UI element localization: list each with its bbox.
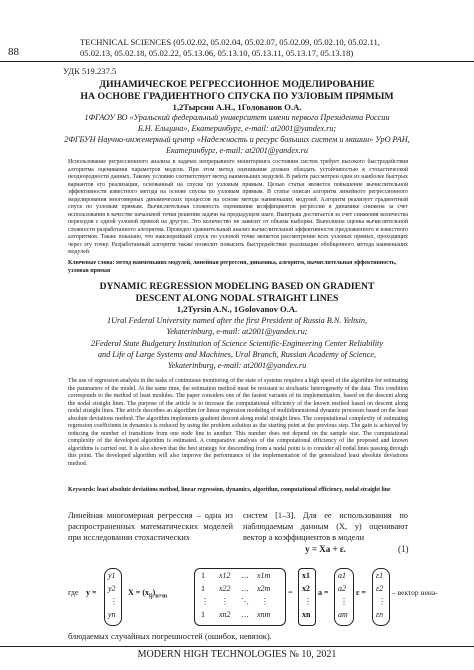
footer-divider	[0, 646, 474, 647]
eps-entry: ⋮	[378, 597, 386, 606]
a-entry: ⋮	[340, 597, 348, 606]
eps-vector-bracket	[372, 568, 390, 626]
body-left-column: Линейная многомерная регрессия – одна из распространенных математических моделей при исследовании стохастических	[68, 511, 233, 542]
en-authors: 1,2Tyrsin A.N., 1Golovanov O.A.	[176, 304, 298, 314]
x-cell: …	[241, 610, 249, 619]
a-entry: am	[338, 610, 348, 619]
ru-authors: 1,2Тырсин А.Н., 1Голованов О.А.	[172, 102, 302, 112]
en-affiliation: and Life of Large Systems and Machines, Ural Branch, Russian Academy of Science,	[97, 350, 377, 359]
en-affiliation: Yekaterinburg, e-mail: at2001@yandex.ru;	[166, 327, 308, 336]
x-cell: …	[241, 571, 249, 580]
equation-number: (1)	[398, 544, 409, 554]
ru-affiliation: 1ФГАОУ ВО «Уральский федеральный университет имени первого Президента России	[84, 113, 390, 122]
ru-keywords: Ключевые слова: метод наименьших модулей, линейная регрессия, динамика, алгоритм, вычислительная эффективность, узловая прямая	[68, 260, 397, 274]
eps-label: ε =	[356, 588, 366, 597]
page-number: 88	[8, 46, 19, 58]
y-entry: ⋮	[110, 597, 118, 606]
eps-entry: ε1	[376, 571, 384, 580]
a-entry: a2	[338, 584, 346, 593]
x-cell: xn2	[219, 610, 231, 619]
after-matrix-text: блюдаемых случайных погрешностей (ошибок, невязок).	[68, 632, 272, 641]
udk-code: УДК 519.237.5	[63, 66, 117, 76]
en-affiliation: 2Federal State Budgetary Institution of Science Scientific-Engineering Center Reliability	[91, 339, 383, 348]
x-cell: 1	[201, 610, 205, 619]
x-equals: =	[288, 588, 293, 597]
x-cell: x1m	[257, 571, 271, 580]
x-label: $X = (x_{ij})_{n\times m}$	[128, 588, 168, 600]
ru-affiliation: Б.Н. Ельцина», Екатеринбург, e-mail: at2001@yandex.ru;	[137, 124, 337, 133]
en-abstract: The use of regression analysis in the tasks of continuous monitoring of the state of systems requires a high speed of the algorithm for estimating the parameters of the model. At the same time, the estimation method must be resistant to stochastic heterogeneity of the data. This condition corresponds to the method of least modules. The paper considers one of the fastest variants of its implementation, based on the descent along the nodal straight lines. The purpose of the article is to increase the computational efficiency of the known method based on descent along nodal straight lines. The article describes an algorithm for linear regression modeling of multidimensional dynamic processes based on the least absolute deviations method. The algorithm implements gradient descent along nodal straight lines. The computational complexity of estimating regression coefficients in dynamics is reduced by using the problem solution as the starting point at the previous step. The gain is achieved by reducing the number of transitions from one node line to another. This number does not depend on the sample size. The computational complexity of the developed algorithm is estimated. A comparative analysis of the computational efficiency of the proposed and known algorithms is carried out. It is also shown that the best strategy for descending from a nodal point is to consider all nodal lines passing through this point. The developed algorithm will also improve the performance of the implementation of the generalized least absolute deviations method.	[68, 378, 408, 467]
tail-text: – вектор нена-	[392, 588, 438, 597]
body-right-column: систем [1–3]. Для ее использования по наблюдаемым данным (X, y) оценивают вектор a коэффициентов в модели	[243, 511, 408, 542]
x-cell: …	[241, 584, 249, 593]
eps-entry: εn	[376, 610, 384, 619]
journal-footer: MODERN HIGH TECHNOLOGIES № 10, 2021	[137, 649, 337, 660]
xvec-entry: xn	[302, 610, 311, 619]
en-affiliation: Yekaterinburg, e-mail: at2001@yandex.ru	[167, 361, 307, 370]
ru-title: НА ОСНОВЕ ГРАДИЕНТНОГО СПУСКА ПО УЗЛОВЫМ ПРЯМЫМ	[80, 91, 394, 102]
xvec-entry: x2	[302, 584, 310, 593]
en-keywords: Keywords: least absolute deviations method, linear regression, dynamics, algorithm, computational efficiency, nodal straight line	[68, 487, 391, 493]
y-entry: yn	[108, 610, 116, 619]
xvec-bracket	[298, 568, 316, 626]
x-cell: x22	[219, 584, 231, 593]
en-title: DYNAMIC REGRESSION MODELING BASED ON GRADIENT	[99, 281, 375, 292]
en-title: DESCENT ALONG NODAL STRAIGHT LINES	[135, 293, 339, 304]
y-vector-bracket	[104, 568, 122, 626]
x-cell: 1	[201, 584, 205, 593]
x-cell: 1	[201, 571, 205, 580]
ru-affiliation: 2ФГБУН Научно-инженерный центр «Надежность и ресурс больших систем и машин» УрО РАН,	[64, 135, 410, 144]
ru-affiliation: Екатеринбург, e-mail: at2001@yandex.ru	[166, 146, 308, 155]
ru-title: ДИНАМИЧЕСКОЕ РЕГРЕССИОННОЕ МОДЕЛИРОВАНИЕ	[99, 79, 375, 90]
x-cell: x2m	[257, 584, 271, 593]
header-divider	[0, 61, 474, 62]
y-entry: y2	[108, 584, 116, 593]
a-label: a =	[318, 588, 329, 597]
x-cell: xnm	[257, 610, 271, 619]
ru-abstract: Использование регрессионного анализа в задачах непрерывного мониторинга состояния систем требует высокого быстродействия алгоритма оценивания параметров модели. При этом метод оценивания должен обладать устойчивостью к стохастической неоднородности данных. Такому условию соответствует метод наименьших модулей. В работе рассмотрен один из наиболее быстрых вариантов его реализации, основанный на спуске по узловым прямым. Целью статьи является повышение вычислительной эффективности известного метода на основе спуска по узловым прямым. В статье описан алгоритм линейного регрессионного моделирования многомерных динамических процессов на основе метода наименьших модулей. Алгоритм реализует градиентный спуск по узловым прямым. Вычислительная сложность оценивания коэффициентов регрессии в динамике снижена за счет использования в качестве начальной точки решения задачи на предыдущем шаге. Выигрыш достигается за счет снижения количества переходов с одной узловой прямой на другую. Это количество не зависит от объема выборки. Выполнена оценка вычислительной сложности разработанного алгоритма. Проведен сравнительный анализ вычислительной эффективности предложенного и известного алгоритмов. Также показано, что наискорейший спуск по узловой точке является рассмотрение всех узловых прямых, проходящих через эту точку. Разработанный алгоритм также позволит повысить быстродействие реализации обобщенного метода наименьших модулей.	[68, 159, 408, 255]
en-affiliation: 1Ural Federal University named after the first President of Russia B.N. Yeltsin,	[106, 316, 367, 325]
a-vector-bracket	[334, 568, 354, 626]
eps-entry: ε2	[376, 584, 384, 593]
x-cell: x12	[219, 571, 231, 580]
x-matrix-bracket	[194, 568, 286, 626]
journal-header-line: 05.02.13, 05.02.18, 05.02.22, 05.13.06, 05.13.10, 05.13.11, 05.13.17, 05.13.18)	[80, 48, 354, 58]
journal-header-line: TECHNICAL SCIENCES (05.02.02, 05.02.04, 05.02.07, 05.02.09, 05.02.10, 05.02.11,	[80, 37, 380, 47]
x-cell: ⋮	[221, 597, 229, 606]
xvec-entry: ⋮	[304, 597, 312, 606]
x-cell: ⋮	[201, 597, 209, 606]
xvec-entry: x1	[302, 571, 310, 580]
matrix-definitions	[68, 566, 438, 628]
x-cell: ⋮	[261, 597, 269, 606]
a-entry: a1	[338, 571, 346, 580]
where-label: где	[68, 588, 79, 597]
equation-main: y = Xa + ε.	[305, 544, 346, 554]
x-cell: ⋱	[241, 597, 249, 606]
y-entry: y1	[108, 571, 116, 580]
y-label: y =	[86, 588, 97, 597]
